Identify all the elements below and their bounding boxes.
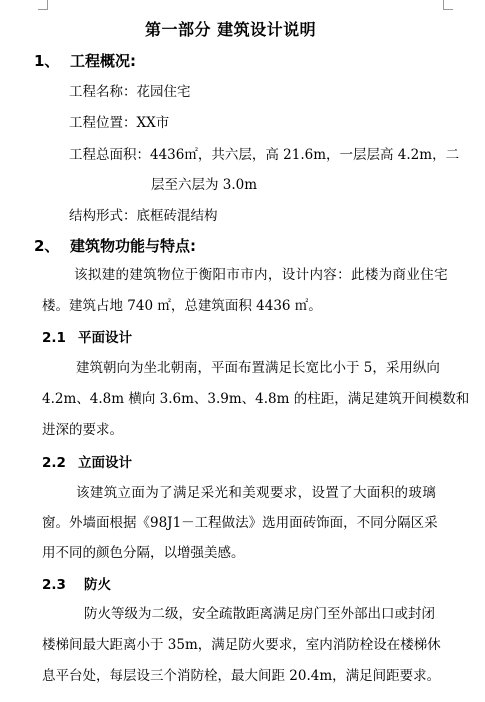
fire-protection-line-1: 防火等级为二级，安全疏散距离满足房门至外部出口或封闭 bbox=[84, 606, 435, 622]
section-2-intro-line-2: 楼。建筑占地 740 ㎡，总建筑面积 4436 ㎡。 bbox=[42, 298, 322, 314]
page-corner-mark-right bbox=[443, 0, 453, 10]
elevation-design-line-3: 用不同的颜色分隔，以增强美感。 bbox=[42, 545, 245, 561]
fire-protection-line-2: 楼梯间最大距离小于 35m，满足防火要求，室内消防栓设在楼梯休 bbox=[42, 637, 441, 653]
document-title: 第一部分 建筑设计说明 bbox=[145, 20, 317, 39]
subsection-2-3-heading bbox=[42, 575, 111, 595]
section-1-title: 工程概况: bbox=[70, 52, 136, 70]
section-2-heading bbox=[34, 236, 196, 256]
plan-design-line-2: 4.2m、4.8m 横向 3.6m、3.9m、4.8m 的柱距，满足建筑开间模数和 bbox=[42, 391, 470, 407]
total-area-line: 工程总面积：4436㎡，共六层，高 21.6m，一层层高 4.2m，二 bbox=[69, 147, 460, 163]
subsection-2-2-heading bbox=[42, 453, 132, 473]
subsection-2-2-number: 2.2 bbox=[42, 455, 66, 471]
plan-design-line-3: 进深的要求。 bbox=[42, 422, 123, 438]
subsection-2-1-heading bbox=[42, 328, 132, 348]
section-1-number: 1、 bbox=[34, 52, 60, 70]
elevation-design-line-1: 该建筑立面为了满足采光和美观要求，设置了大面积的玻璃 bbox=[76, 485, 437, 501]
section-1-heading bbox=[34, 51, 136, 71]
subsection-2-2-title: 立面设计 bbox=[78, 455, 132, 471]
fire-protection-line-3: 息平台处，每层设三个消防栓，最大间距 20.4m，满足间距要求。 bbox=[42, 668, 441, 684]
section-2-intro-line-1: 该拟建的建筑物位于衡阳市市内，设计内容：此楼为商业住宅 bbox=[74, 267, 448, 283]
subsection-2-3-number: 2.3 bbox=[42, 577, 66, 593]
elevation-design-line-2: 窗。外墙面根据《98J1－工程做法》选用面砖饰面，不同分隔区采 bbox=[42, 515, 438, 531]
section-2-number: 2、 bbox=[34, 237, 60, 255]
subsection-2-3-title: 防火 bbox=[84, 577, 111, 593]
project-name-line: 工程名称：花园住宅 bbox=[69, 84, 191, 100]
project-location-line: 工程位置：XX市 bbox=[69, 115, 170, 131]
section-2-title: 建筑物功能与特点: bbox=[70, 237, 196, 255]
structure-type-line: 结构形式：底框砖混结构 bbox=[69, 208, 218, 224]
subsection-2-1-number: 2.1 bbox=[42, 330, 66, 346]
subsection-2-1-title: 平面设计 bbox=[78, 330, 132, 346]
page-corner-mark-left bbox=[38, 0, 48, 10]
total-area-line-cont: 层至六层为 3.0m bbox=[151, 177, 258, 193]
plan-design-line-1: 建筑朝向为坐北朝南，平面布置满足长宽比小于 5，采用纵向 bbox=[76, 360, 440, 376]
